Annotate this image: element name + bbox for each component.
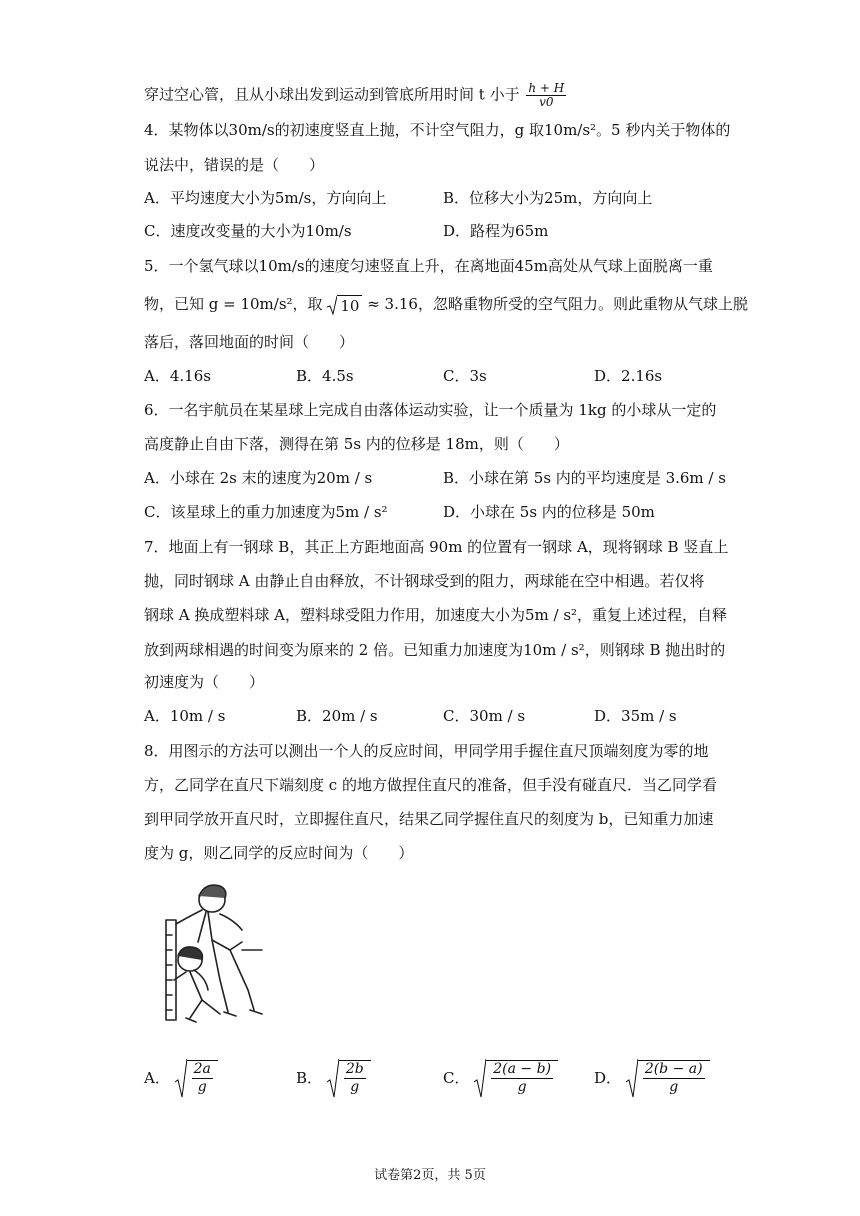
time-fraction: $\frac{h + H}{v0}$ [528, 81, 565, 109]
q8-line-2: 方，乙同学在直尺下端刻度 c 的地方做捏住直尺的准备，但手没有碰直尺．当乙同学看 [144, 776, 717, 794]
radical-sign-icon [474, 1058, 486, 1098]
q6-option-c: C．该星球上的重力加速度为5m / s² [144, 503, 388, 521]
q5-line-1: 5．一个氢气球以10m/s的速度匀速竖直上升，在离地面45m高处从气球上面脱离一重 [144, 257, 713, 275]
q6-line-2: 高度静止自由下落，测得在第 5s 内的位移是 18m，则（ ） [144, 435, 569, 453]
q5-option-b: B．4.5s [296, 367, 354, 385]
q3-continuation: 穿过空心管，且从小球出发到运动到管底所用时间 t 小于 $\frac{h + H}{v0}$ [144, 81, 565, 109]
q5-option-c: C．3s [443, 367, 487, 385]
q8-option-b: B． $\frac{2b}{g}$ [296, 1058, 371, 1098]
q7-line-5: 初速度为（ ） [144, 673, 265, 691]
q8-line-1: 8．用图示的方法可以测出一个人的反应时间，甲同学用手握住直尺顶端刻度为零的地 [144, 742, 709, 760]
q5-option-d: D．2.16s [594, 367, 663, 385]
q4-option-a: A．平均速度大小为5m/s，方向向上 [144, 189, 387, 207]
q7-line-4: 放到两球相遇的时间变为原来的 2 倍。已知重力加速度为10m / s²，则钢球 B 抛出时的 [144, 641, 726, 659]
page-footer: 试卷第2页，共 5页 [374, 1168, 486, 1183]
q7-option-d: D．35m / s [594, 707, 677, 725]
radical-sign-icon [327, 295, 337, 315]
q6-line-1: 6．一名宇航员在某星球上完成自由落体运动实验，让一个质量为 1kg 的小球从一定的 [144, 401, 717, 419]
sqrt-ten: 10 [327, 295, 362, 316]
q7-option-c: C．30m / s [443, 707, 526, 725]
q4-line-1: 4．某物体以30m/s的初速度竖直上抛，不计空气阻力，g 取10m/s²。5 秒内关于物体的 [144, 121, 731, 139]
q6-option-b: B．小球在第 5s 内的平均速度是 3.6m / s [443, 469, 726, 487]
q4-line-2: 说法中，错误的是（ ） [144, 156, 325, 174]
q7-option-a: A．10m / s [144, 707, 226, 725]
q8-line-3: 到甲同学放开直尺时，立即握住直尺，结果乙同学握住直尺的刻度为 b，已知重力加速 [144, 810, 714, 828]
students-ruler-illustration-icon [150, 880, 265, 1030]
q4-option-d: D．路程为65m [443, 222, 549, 240]
q6-option-d: D．小球在 5s 内的位移是 50m [443, 503, 655, 521]
q5-line-2: 物，已知 g = 10m/s²，取 10 ≈ 3.16，忽略重物所受的空气阻力。则此重物从气球上脱 [144, 295, 748, 315]
q8-line-4: 度为 g，则乙同学的反应时间为（ ） [144, 844, 414, 862]
q8-option-d: D． $\frac{2(b - a)}{g}$ [594, 1058, 710, 1098]
q4-option-b: B．位移大小为25m，方向向上 [443, 189, 653, 207]
q7-option-b: B．20m / s [296, 707, 378, 725]
radical-sign-icon [327, 1058, 339, 1098]
q7-line-3: 钢球 A 换成塑料球 A，塑料球受阻力作用，加速度大小为5m / s²，重复上述过程，自释 [144, 606, 728, 624]
q5-line-3: 落后，落回地面的时间（ ） [144, 333, 355, 351]
q7-line-1: 7．地面上有一钢球 B，其正上方距地面高 90m 的位置有一钢球 A，现将钢球 B 竖直上 [144, 538, 729, 556]
q8-option-c: C． $\frac{2(a - b)}{g}$ [443, 1058, 558, 1098]
radical-sign-icon [175, 1058, 187, 1098]
reaction-time-figure [150, 880, 265, 1030]
q5-option-a: A．4.16s [144, 367, 211, 385]
q7-line-2: 抛，同时钢球 A 由静止自由释放，不计钢球受到的阻力，两球能在空中相遇。若仅将 [144, 572, 705, 590]
radical-sign-icon [626, 1058, 638, 1098]
q8-option-a: A． $\frac{2a}{g}$ [144, 1058, 218, 1098]
q6-option-a: A．小球在 2s 末的速度为20m / s [144, 469, 373, 487]
q4-option-c: C．速度改变量的大小为10m/s [144, 222, 352, 240]
